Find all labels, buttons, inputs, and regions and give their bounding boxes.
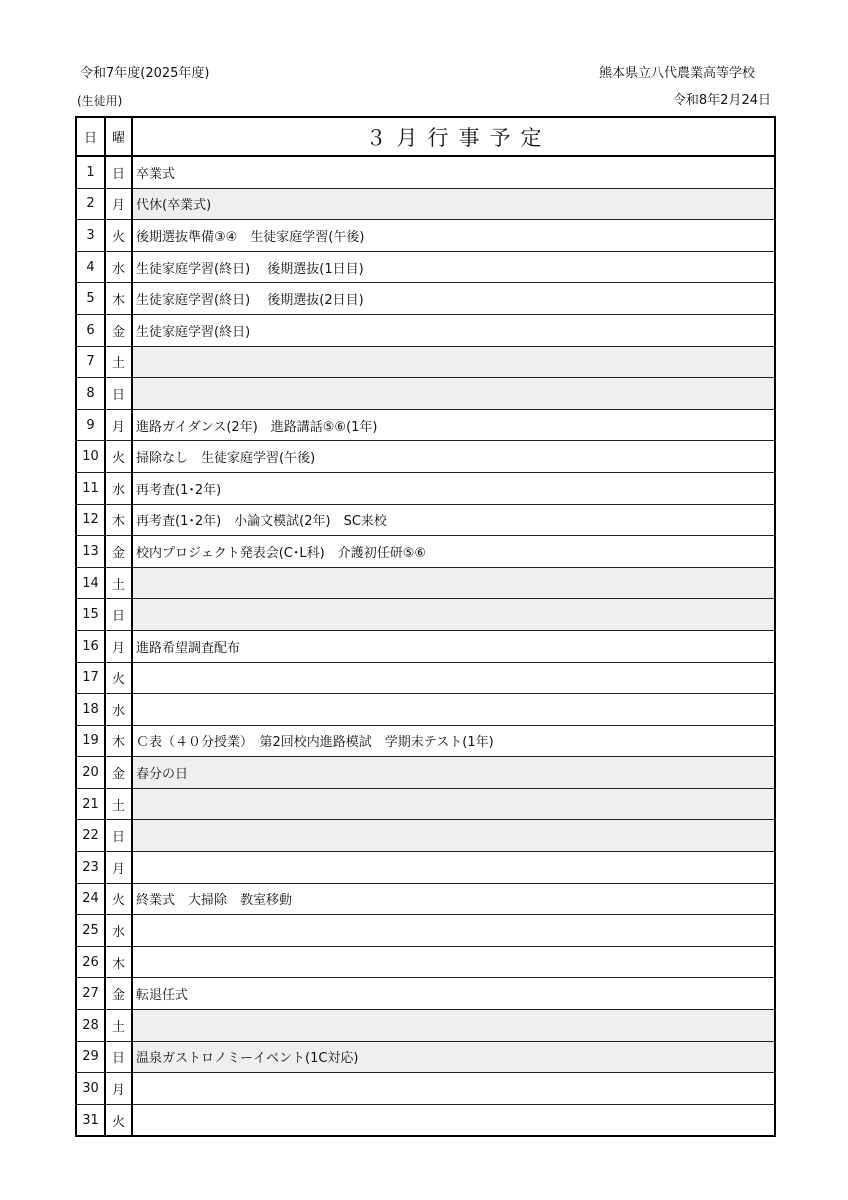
day-cell: 14 xyxy=(76,567,105,599)
table-row xyxy=(76,314,775,346)
table-row xyxy=(76,409,775,441)
day-cell: 6 xyxy=(76,314,105,346)
event-cell: 生徒家庭学習(終日) xyxy=(132,314,775,346)
day-cell: 19 xyxy=(76,725,105,757)
day-cell: 21 xyxy=(76,788,105,820)
weekday-cell: 日 xyxy=(105,156,132,188)
event-cell xyxy=(132,915,775,947)
event-cell xyxy=(132,1010,775,1042)
weekday-cell: 水 xyxy=(105,472,132,504)
event-cell: 進路ガイダンス(2年) 進路講話⑤⑥(1年) xyxy=(132,409,775,441)
weekday-cell: 水 xyxy=(105,915,132,947)
event-cell: 後期選抜準備③④ 生徒家庭学習(午後) xyxy=(132,220,775,252)
weekday-cell: 日 xyxy=(105,599,132,631)
audience-label: (生徒用) xyxy=(77,94,123,108)
event-cell xyxy=(132,378,775,410)
day-cell: 10 xyxy=(76,441,105,473)
event-cell xyxy=(132,946,775,978)
day-cell: 26 xyxy=(76,946,105,978)
table-row xyxy=(76,788,775,820)
fiscal-year: 令和7年度(2025年度) xyxy=(80,66,210,81)
event-cell: 掃除なし 生徒家庭学習(午後) xyxy=(132,441,775,473)
weekday-cell: 木 xyxy=(105,946,132,978)
table-row xyxy=(76,1073,775,1105)
event-cell: 転退任式 xyxy=(132,978,775,1010)
table-row xyxy=(76,156,775,188)
event-cell xyxy=(132,599,775,631)
day-cell: 13 xyxy=(76,536,105,568)
table-row xyxy=(76,220,775,252)
event-cell xyxy=(132,662,775,694)
event-cell xyxy=(132,1104,775,1136)
weekday-cell: 水 xyxy=(105,694,132,726)
event-cell: 春分の日 xyxy=(132,757,775,789)
table-row xyxy=(76,504,775,536)
day-cell: 20 xyxy=(76,757,105,789)
event-cell: Ｃ表（４０分授業） 第2回校内進路模試 学期末テスト(1年) xyxy=(132,725,775,757)
weekday-cell: 木 xyxy=(105,725,132,757)
table-row xyxy=(76,567,775,599)
day-cell: 5 xyxy=(76,283,105,315)
table-header-row xyxy=(76,117,775,156)
table-row xyxy=(76,757,775,789)
event-cell: 代休(卒業式) xyxy=(132,188,775,220)
weekday-cell: 月 xyxy=(105,188,132,220)
school-name: 熊本県立八代農業高等学校 xyxy=(598,66,755,81)
table-row xyxy=(76,978,775,1010)
day-cell: 2 xyxy=(76,188,105,220)
event-cell: 生徒家庭学習(終日) 後期選抜(1日目) xyxy=(132,251,775,283)
day-cell: 12 xyxy=(76,504,105,536)
event-cell xyxy=(132,788,775,820)
day-cell: 8 xyxy=(76,378,105,410)
weekday-cell: 金 xyxy=(105,757,132,789)
event-cell xyxy=(132,694,775,726)
event-cell xyxy=(132,346,775,378)
weekday-cell: 火 xyxy=(105,662,132,694)
event-cell: 進路希望調査配布 xyxy=(132,630,775,662)
table-row xyxy=(76,346,775,378)
event-cell xyxy=(132,852,775,884)
table-row xyxy=(76,283,775,315)
weekday-cell: 月 xyxy=(105,852,132,884)
day-cell: 18 xyxy=(76,694,105,726)
table-row xyxy=(76,472,775,504)
table-row xyxy=(76,883,775,915)
table-row xyxy=(76,1041,775,1073)
day-cell: 29 xyxy=(76,1041,105,1073)
page-title: ３月行事予定 xyxy=(132,117,775,156)
weekday-cell: 土 xyxy=(105,567,132,599)
day-cell: 3 xyxy=(76,220,105,252)
table-row xyxy=(76,536,775,568)
day-cell: 11 xyxy=(76,472,105,504)
day-cell: 16 xyxy=(76,630,105,662)
weekday-cell: 金 xyxy=(105,978,132,1010)
day-cell: 9 xyxy=(76,409,105,441)
table-row xyxy=(76,378,775,410)
weekday-cell: 木 xyxy=(105,283,132,315)
event-cell: 終業式 大掃除 教室移動 xyxy=(132,883,775,915)
table-row xyxy=(76,725,775,757)
issue-date: 令和8年2月24日 xyxy=(672,93,771,108)
day-cell: 15 xyxy=(76,599,105,631)
weekday-cell: 日 xyxy=(105,1041,132,1073)
day-cell: 30 xyxy=(76,1073,105,1105)
column-header-weekday: 曜 xyxy=(105,117,132,156)
event-cell xyxy=(132,567,775,599)
weekday-cell: 金 xyxy=(105,314,132,346)
day-cell: 24 xyxy=(76,883,105,915)
day-cell: 31 xyxy=(76,1104,105,1136)
table-row xyxy=(76,599,775,631)
table-row xyxy=(76,251,775,283)
weekday-cell: 月 xyxy=(105,1073,132,1105)
event-cell: 再考査(1･2年) 小論文模試(2年) SC来校 xyxy=(132,504,775,536)
event-cell: 生徒家庭学習(終日) 後期選抜(2日目) xyxy=(132,283,775,315)
weekday-cell: 金 xyxy=(105,536,132,568)
weekday-cell: 火 xyxy=(105,220,132,252)
table-row xyxy=(76,1010,775,1042)
day-cell: 7 xyxy=(76,346,105,378)
event-cell: 温泉ガストロノミーイベント(1C対応) xyxy=(132,1041,775,1073)
weekday-cell: 水 xyxy=(105,251,132,283)
event-cell xyxy=(132,1073,775,1105)
event-calendar-table xyxy=(75,116,776,1137)
day-cell: 28 xyxy=(76,1010,105,1042)
event-cell: 卒業式 xyxy=(132,156,775,188)
weekday-cell: 月 xyxy=(105,409,132,441)
weekday-cell: 火 xyxy=(105,441,132,473)
table-row xyxy=(76,852,775,884)
weekday-cell: 木 xyxy=(105,504,132,536)
day-cell: 27 xyxy=(76,978,105,1010)
table-row xyxy=(76,946,775,978)
column-header-day: 日 xyxy=(76,117,105,156)
day-cell: 1 xyxy=(76,156,105,188)
table-row xyxy=(76,694,775,726)
event-cell: 校内プロジェクト発表会(C･L科) 介護初任研⑤⑥ xyxy=(132,536,775,568)
weekday-cell: 土 xyxy=(105,346,132,378)
weekday-cell: 火 xyxy=(105,883,132,915)
day-cell: 23 xyxy=(76,852,105,884)
day-cell: 17 xyxy=(76,662,105,694)
weekday-cell: 土 xyxy=(105,788,132,820)
weekday-cell: 土 xyxy=(105,1010,132,1042)
day-cell: 22 xyxy=(76,820,105,852)
table-row xyxy=(76,441,775,473)
table-row xyxy=(76,188,775,220)
event-cell xyxy=(132,820,775,852)
table-row xyxy=(76,662,775,694)
table-row xyxy=(76,630,775,662)
weekday-cell: 日 xyxy=(105,378,132,410)
table-row xyxy=(76,915,775,947)
weekday-cell: 日 xyxy=(105,820,132,852)
weekday-cell: 火 xyxy=(105,1104,132,1136)
table-row xyxy=(76,1104,775,1136)
day-cell: 4 xyxy=(76,251,105,283)
weekday-cell: 月 xyxy=(105,630,132,662)
event-cell: 再考査(1･2年) xyxy=(132,472,775,504)
table-row xyxy=(76,820,775,852)
day-cell: 25 xyxy=(76,915,105,947)
